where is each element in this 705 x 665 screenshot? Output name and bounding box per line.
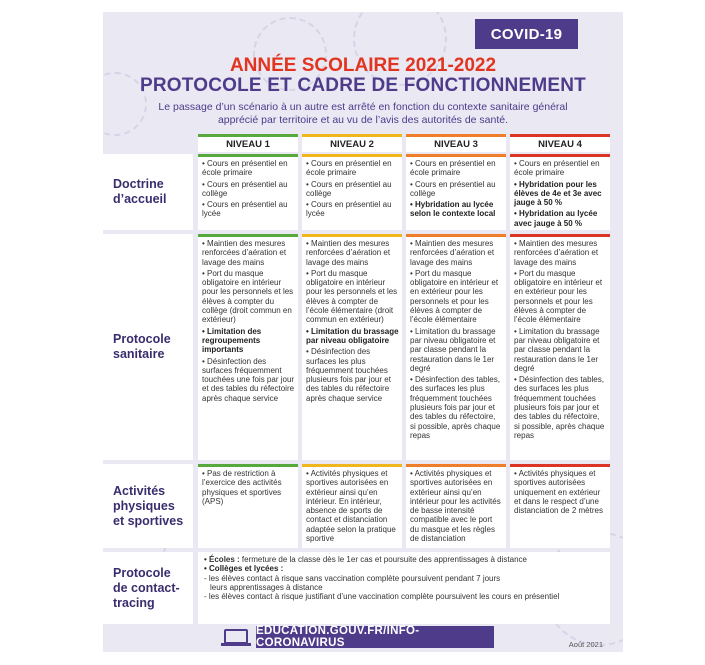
title-year: ANNÉE SCOLAIRE 2021-2022 <box>229 55 497 76</box>
cell-item: • Cours en présentiel au collège <box>202 179 288 198</box>
contact-line: - les élèves contact à risque justifiant d’une vaccination complète poursuivent les cours en présentiel <box>204 592 560 602</box>
row-label-activites <box>103 464 193 548</box>
cell-item: • Activités physiques et sportives autorisées en extérieur ainsi qu’en intérieur pour les activités de basse intensité compatible avec le port du masque et les règles de distanciation <box>410 469 501 544</box>
cell-item: • Limitation du brassage par niveau obligatoire et par classe pendant la restauration dans le 1er degré <box>514 326 600 373</box>
level-1-header: NIVEAU 1 <box>198 134 298 152</box>
cell-accueil-n3 <box>406 154 506 230</box>
cell-item: • Limitation des regroupements importants <box>202 326 262 355</box>
contact-colleges-label: • Collèges et lycées : <box>204 564 284 574</box>
cell-contact-tracing <box>198 552 610 624</box>
cell-item: • Port du masque obligatoire en intérieur et en extérieur pour les personnels et pour les élèves à compter de l’école élémentaire <box>410 268 499 325</box>
cell-item: • Hybridation au lycée selon le contexte local <box>410 200 496 219</box>
row-label-line: d’accueil <box>113 192 167 206</box>
row-label-line: de contact- <box>113 580 180 595</box>
covid-badge: COVID-19 <box>475 19 578 49</box>
cell-item: • Port du masque obligatoire en intérieur pour les personnels et les élèves à compter du collège (droit commun en extérieur) <box>202 268 294 325</box>
level-2-header: NIVEAU 2 <box>302 134 402 152</box>
row-label-line: Protocole <box>113 565 171 580</box>
cell-item: • Hybridation au lycée avec jauge à 50 % <box>514 209 598 228</box>
cell-item: • Désinfection des tables, des surfaces les plus fréquemment touchées plusieurs fois par jour et des tables du réfectoire, si possible, après chaque repas <box>410 375 501 440</box>
row-label-line: Protocole <box>113 332 171 346</box>
cell-item: • Port du masque obligatoire en intérieur et en extérieur pour les personnels et pour les élèves à compter de l’école élémentaire <box>514 268 603 325</box>
cell-item: • Activités physiques et sportives autorisées en extérieur ainsi qu’en intérieur. En intérieur, absence de sports de contact et distanciation adaptée selon la pratique sportive <box>306 469 396 544</box>
cell-item: • Maintien des mesures renforcées d’aération et lavage des mains <box>306 239 391 267</box>
cell-item: • Maintien des mesures renforcées d’aération et lavage des mains <box>410 239 495 267</box>
cell-item: • Activités physiques et sportives autorisées uniquement en extérieur et dans le respect d’une distanciation de 2 mètres <box>514 469 603 516</box>
cell-activites-n1 <box>198 464 298 548</box>
row-label-line: et sportives <box>113 513 184 528</box>
level-4-header: NIVEAU 4 <box>510 134 610 152</box>
row-label-line: Activités <box>113 483 166 498</box>
cell-accueil-n2 <box>302 154 402 230</box>
cell-item: • Cours en présentiel en école primaire <box>306 159 392 178</box>
cell-item: • Cours en présentiel au collège <box>306 179 392 198</box>
intro-line: Le passage d’un scénario à un autre est arrêté en fonction du contexte sanitaire général <box>158 101 568 113</box>
laptop-icon <box>220 629 252 647</box>
contact-line: leurs apprentissages à distance <box>210 582 323 592</box>
cell-item: • Désinfection des tables, des surfaces les plus fréquemment touchées plusieurs fois par jour et des tables du réfectoire, si possible, après chaque repas <box>514 375 605 440</box>
level-3-header: NIVEAU 3 <box>406 134 506 152</box>
publication-date: Août 2021 <box>568 640 603 649</box>
row-label-sanitaire <box>103 234 193 460</box>
row-label-line: tracing <box>113 595 155 610</box>
cell-sanitaire-n4 <box>510 234 610 460</box>
row-label-line: physiques <box>113 498 175 513</box>
cell-sanitaire-n1 <box>198 234 298 460</box>
cell-item: • Pas de restriction à l’exercice des activités physiques et sportives (APS) <box>202 469 282 506</box>
cell-item: • Maintien des mesures renforcées d’aération et lavage des mains <box>202 239 287 267</box>
cell-activites-n4 <box>510 464 610 548</box>
cell-item: • Limitation du brassage par niveau obligatoire et par classe pendant la restauration dans le 1er degré <box>410 326 496 373</box>
cell-item: • Cours en présentiel en école primaire <box>410 159 496 178</box>
cell-item: • Cours en présentiel au lycée <box>306 200 392 219</box>
cell-item: • Port du masque obligatoire en intérieur pour les personnels et les élèves à compter de l’école élémentaire (droit commun en extérieur) <box>306 268 398 325</box>
cell-accueil-n4 <box>510 154 610 230</box>
cell-activites-n3 <box>406 464 506 548</box>
contact-ecoles-text: fermeture de la classe dès le 1er cas et poursuite des apprentissages à distance <box>239 555 527 564</box>
poster <box>103 12 623 652</box>
cell-item: • Hybridation pour les élèves de 4e et 3e avec jauge à 50 % <box>514 179 602 208</box>
cell-item: • Cours en présentiel en école primaire <box>202 159 288 178</box>
row-label-accueil <box>103 154 193 230</box>
footer-url-link[interactable]: EDUCATION.GOUV.FR/INFO-CORONAVIRUS <box>256 626 494 648</box>
cell-item: • Maintien des mesures renforcées d’aération et lavage des mains <box>514 239 599 267</box>
cell-item: • Cours en présentiel au lycée <box>202 200 288 219</box>
intro-text <box>133 101 593 127</box>
row-label-line: sanitaire <box>113 347 165 361</box>
cell-sanitaire-n3 <box>406 234 506 460</box>
intro-line: apprécié par territoire et au vu de l’avis des autorités de santé. <box>217 114 509 126</box>
row-label-line: Doctrine <box>113 177 164 191</box>
cell-item: • Désinfection des surfaces les plus fréquemment touchées plusieurs fois par jour et des tables du réfectoire après chaque service <box>306 347 391 403</box>
cell-activites-n2 <box>302 464 402 548</box>
cell-item: • Cours en présentiel au collège <box>410 179 496 198</box>
contact-ecoles <box>204 555 604 564</box>
page-title: PROTOCOLE ET CADRE DE FONCTIONNEMENT <box>140 75 586 96</box>
cell-item: • Limitation du brassage par niveau obligatoire <box>306 326 399 345</box>
cell-accueil-n1 <box>198 154 298 230</box>
row-label-contact <box>103 552 193 624</box>
cell-item: • Désinfection des surfaces fréquemment touchées une fois par jour et des tables du réfectoire après chaque service <box>202 356 295 403</box>
contact-line: - les élèves contact à risque sans vaccination complète poursuivent pendant 7 jours <box>204 573 501 583</box>
contact-ecoles-label: • Écoles : <box>204 555 240 564</box>
cell-sanitaire-n2 <box>302 234 402 460</box>
cell-item: • Cours en présentiel en école primaire <box>514 159 600 178</box>
